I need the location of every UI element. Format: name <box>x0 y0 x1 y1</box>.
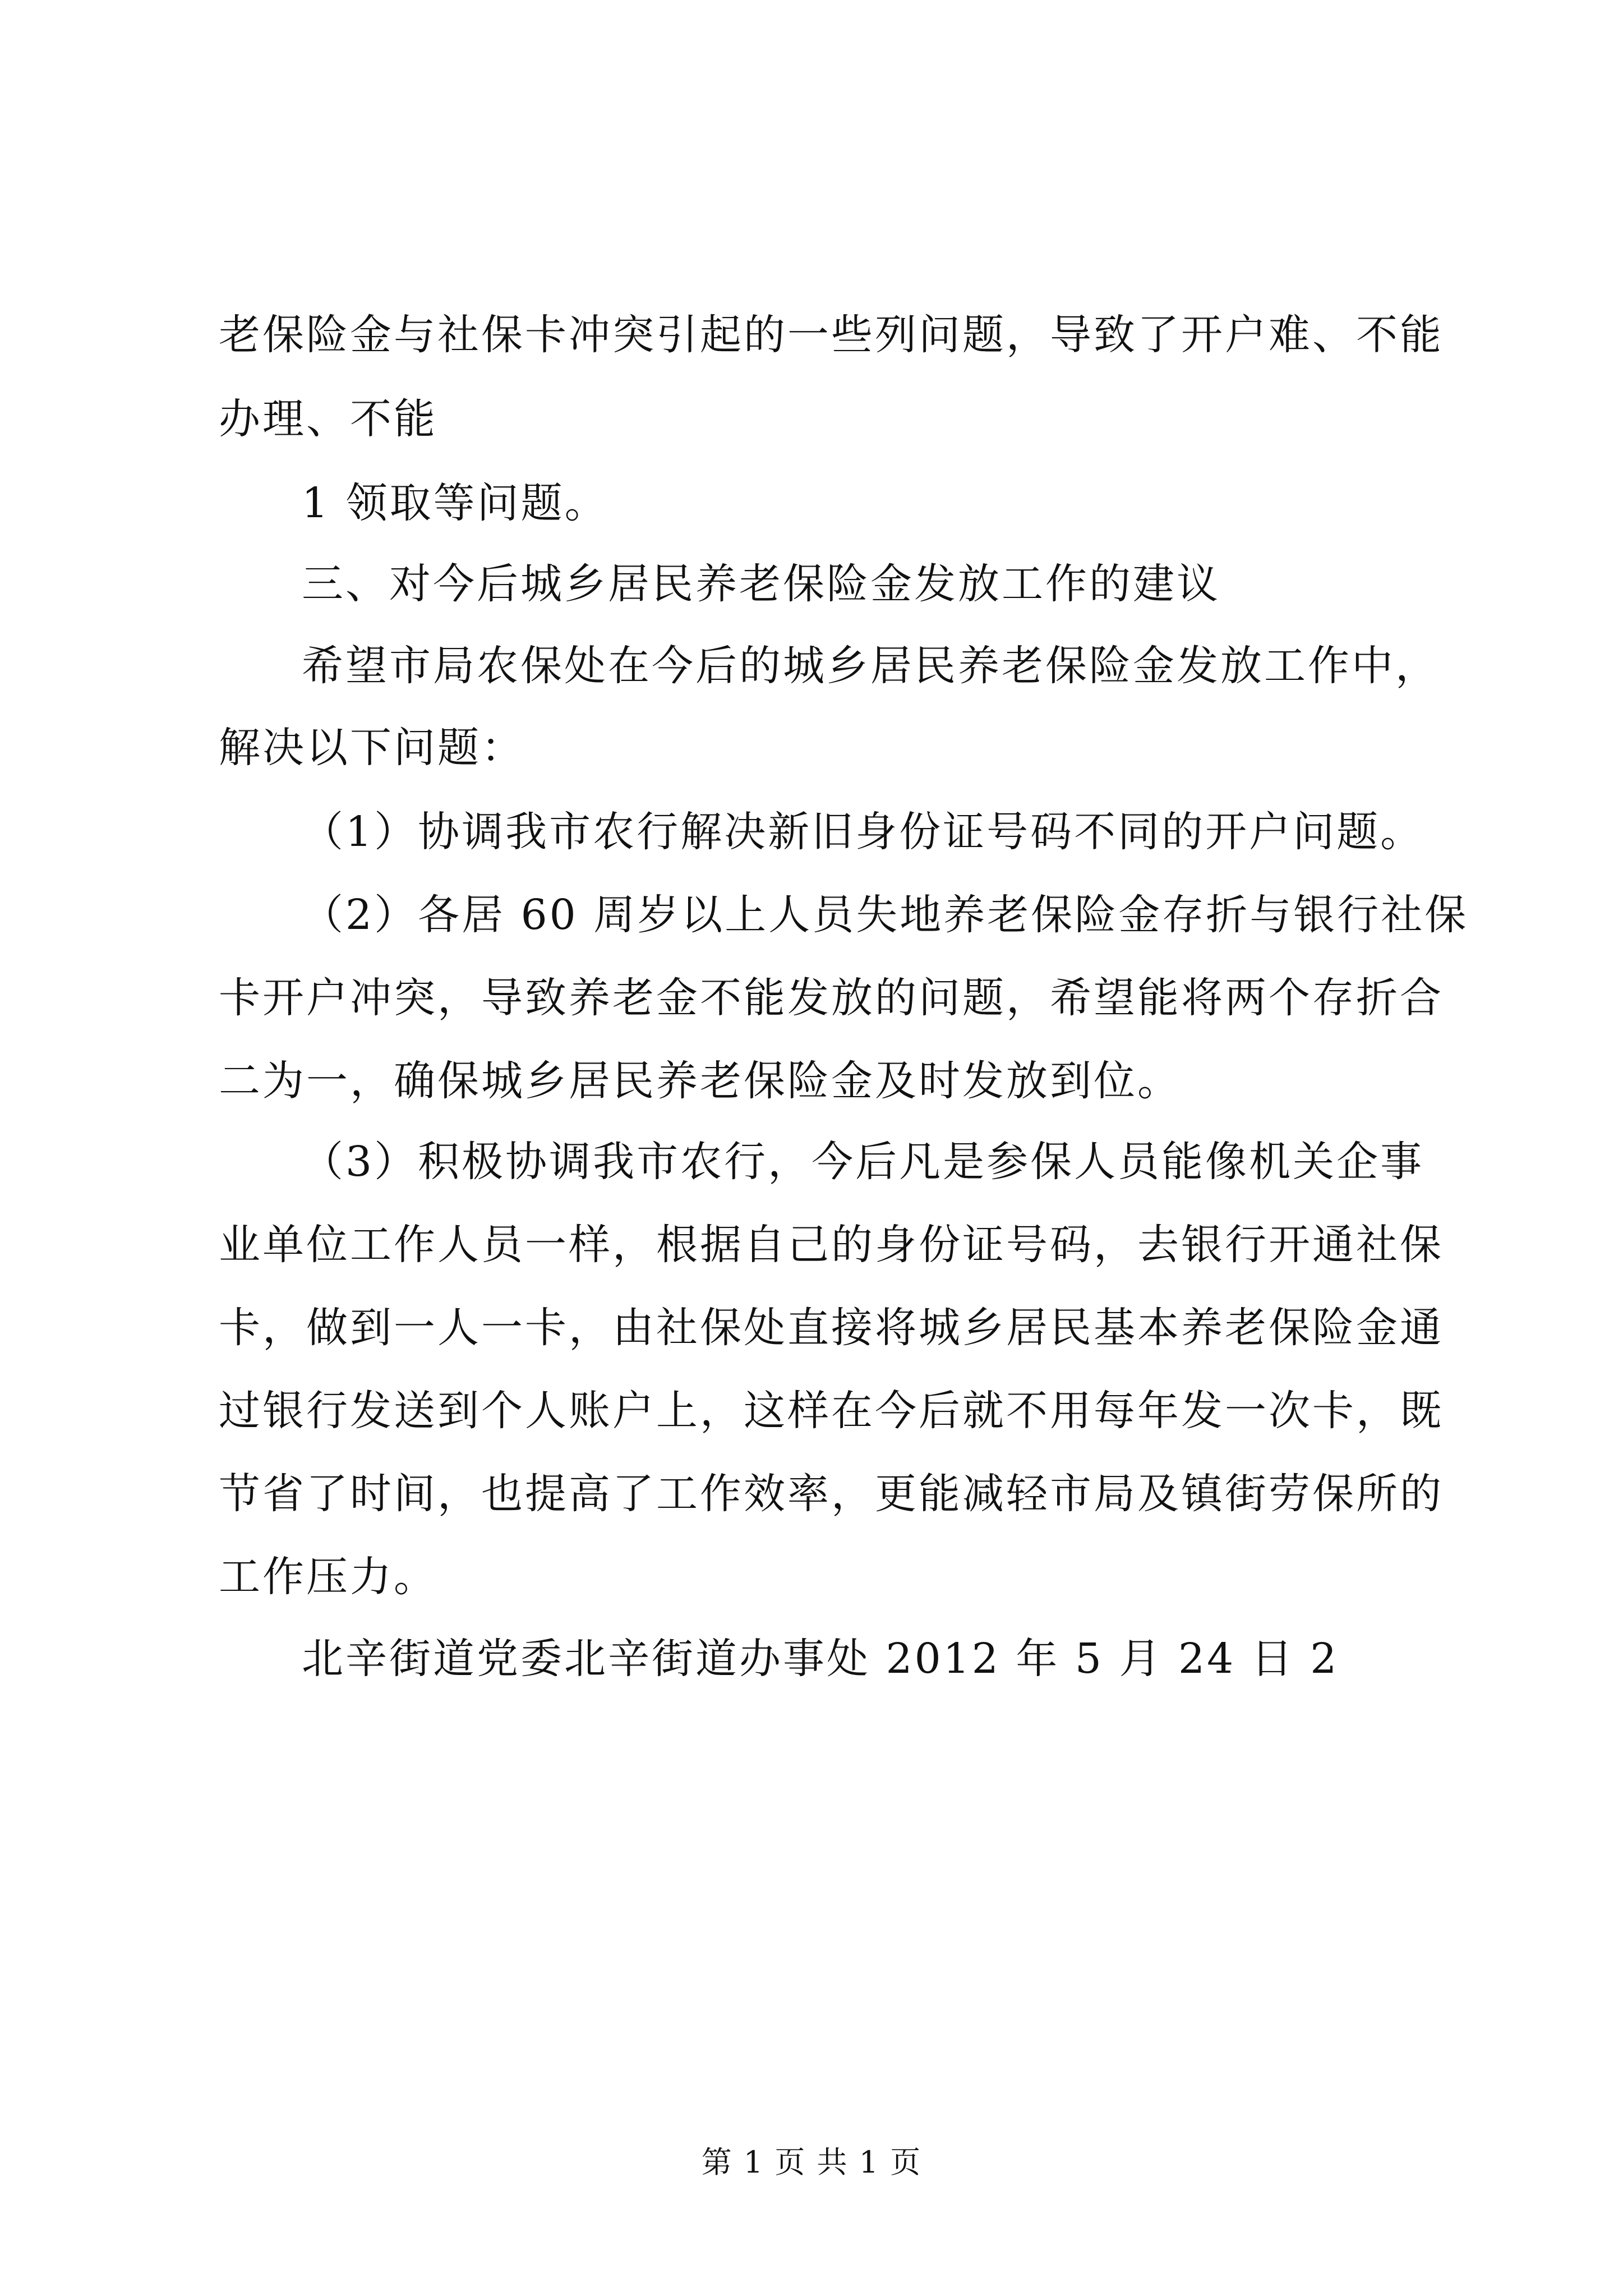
body-text-line: 办理、不能 <box>219 395 437 443</box>
body-text-line: 二为一，确保城乡居民养老保险金及时发放到位。 <box>219 1057 1181 1105</box>
body-text-line: 卡，做到一人一卡，由社保处直接将城乡居民基本养老保险金通 <box>219 1304 1444 1352</box>
body-text-line: 节省了时间，也提高了工作效率，更能减轻市局及镇街劳保所的 <box>219 1470 1444 1518</box>
body-text-line: 老保险金与社保卡冲突引起的一些列问题，导致了开户难、不能 <box>219 311 1444 359</box>
body-text-line: 1 领取等问题。 <box>302 479 608 527</box>
page-footer: 第 1 页 共 1 页 <box>701 2145 922 2180</box>
list-item-text: （3）积极协调我市农行，今后凡是参保人员能像机关企事 <box>302 1138 1424 1186</box>
list-item-text: （1）协调我市农行解决新旧身份证号码不同的开户问题。 <box>302 808 1424 856</box>
signature-line: 北辛街道党委北辛街道办事处 2012 年 5 月 24 日 2 <box>302 1635 1339 1683</box>
body-text-line: 工作压力。 <box>219 1553 437 1601</box>
section-heading: 三、对今后城乡居民养老保险金发放工作的建议 <box>302 560 1220 608</box>
body-text-line: 卡开户冲突，导致养老金不能发放的问题，希望能将两个存折合 <box>219 974 1444 1022</box>
body-text-line: 解决以下问题： <box>219 724 525 772</box>
body-text-line: 希望市局农保处在今后的城乡居民养老保险金发放工作中， <box>302 642 1439 690</box>
body-text-line: 业单位工作人员一样，根据自己的身份证号码，去银行开通社保 <box>219 1221 1444 1269</box>
list-item-text: （2）各居 60 周岁以上人员失地养老保险金存折与银行社保 <box>302 891 1469 939</box>
body-text-line: 过银行发送到个人账户上，这样在今后就不用每年发一次卡，既 <box>219 1387 1444 1435</box>
